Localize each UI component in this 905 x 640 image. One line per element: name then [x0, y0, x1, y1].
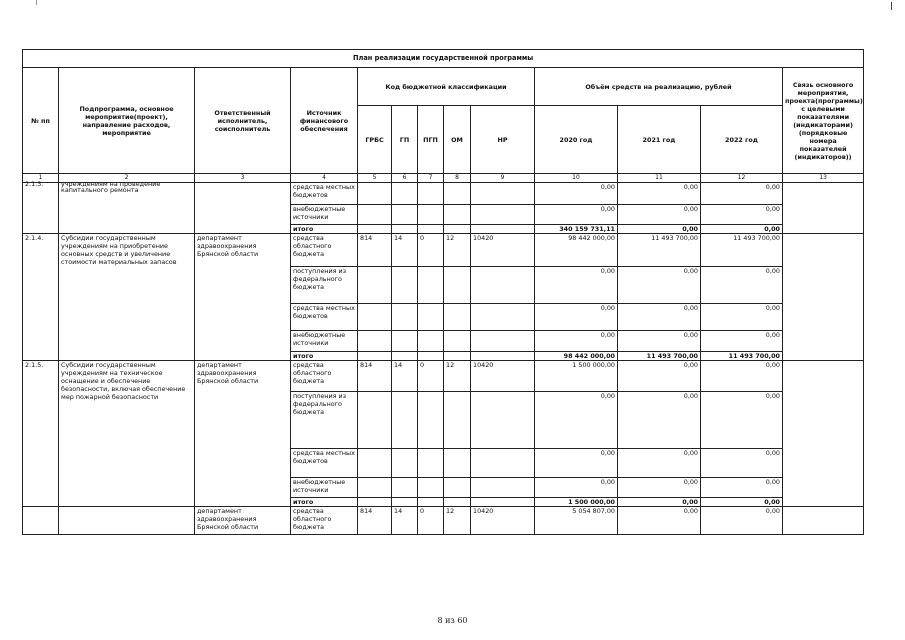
value-2020: 1 500 000,00 [535, 360, 618, 391]
item-number: 2.1.3. [23, 182, 59, 233]
code-gp: 14 [392, 360, 418, 391]
value-2022: 0,00 [701, 330, 783, 351]
header-row [23, 68, 864, 106]
item-name: Субсидии государственным учреждениям на приобретение основных средств и увеличение стоимости материальных запасов [59, 233, 195, 360]
item-executor [195, 182, 291, 233]
value-2022: 0,00 [701, 204, 783, 224]
value-2021: 0,00 [618, 182, 701, 204]
value-2022: 0,00 [701, 506, 783, 534]
item-number [23, 506, 59, 534]
code-om: 12 [444, 506, 471, 534]
col-number: 1 [23, 174, 59, 183]
table-title-row [23, 50, 864, 68]
code-pgp: 0 [418, 360, 444, 391]
col-number: 13 [783, 174, 864, 183]
total-2020: 1 500 000,00 [535, 497, 618, 506]
header-2021: 2021 год [618, 106, 701, 174]
header-np: НР [471, 106, 535, 174]
source-cell: средства областного бюджета [291, 360, 358, 391]
link-cell [783, 182, 864, 233]
source-cell: итого [291, 224, 358, 233]
source-cell: средства областного бюджета [291, 506, 358, 534]
link-cell [783, 506, 864, 534]
value-2022: 0,00 [701, 391, 783, 448]
value-2021: 0,00 [618, 391, 701, 448]
item-executor: департамент здравоохранения Брянской области [195, 506, 291, 534]
header-volume: Объём средств на реализацию, рублей [535, 68, 783, 106]
value-2020: 5 054 807,00 [535, 506, 618, 534]
header-name: Подпрограмма, основное мероприятие(проект), направление расходов, мероприятие [59, 68, 195, 174]
header-link: Связь основного мероприятия, проекта(программы) с целевыми показателями (индикаторами) (порядковые номера показателей (индикаторов)) [783, 68, 864, 174]
header-pgp: ПГП [418, 106, 444, 174]
value-2022: 0,00 [701, 360, 783, 391]
code-grbs: 814 [358, 233, 392, 266]
value-2022: 11 493 700,00 [701, 233, 783, 266]
page-number: 8 из 60 [437, 616, 468, 625]
table-row [23, 233, 864, 266]
total-2021: 0,00 [618, 224, 701, 233]
source-cell: внебюджетные источники [291, 330, 358, 351]
header-grbs: ГРБС [358, 106, 392, 174]
header-2022: 2022 год [701, 106, 783, 174]
total-2021: 0,00 [618, 497, 701, 506]
col-number: 8 [444, 174, 471, 183]
value-2020: 0,00 [535, 330, 618, 351]
scan-mark [891, 2, 892, 10]
total-2021: 11 493 700,00 [618, 351, 701, 360]
table-row [23, 506, 864, 534]
col-number: 12 [701, 174, 783, 183]
header-num: № пп [23, 68, 59, 174]
total-2022: 0,00 [701, 497, 783, 506]
code-om: 12 [444, 360, 471, 391]
value-2021: 0,00 [618, 330, 701, 351]
item-executor: департамент здравоохранения Брянской области [195, 233, 291, 360]
col-number: 6 [392, 174, 418, 183]
plan-table [22, 49, 864, 535]
value-2021: 0,00 [618, 448, 701, 477]
source-cell: поступления из федерального бюджета [291, 266, 358, 303]
source-cell: внебюджетные источники [291, 204, 358, 224]
link-cell [783, 360, 864, 506]
table-title: План реализации государственной программы [23, 50, 864, 68]
code-grbs: 814 [358, 506, 392, 534]
total-2020: 340 159 731,11 [535, 224, 618, 233]
value-2021: 0,00 [618, 506, 701, 534]
code-gp: 14 [392, 233, 418, 266]
source-cell: поступления из федерального бюджета [291, 391, 358, 448]
value-2022: 0,00 [701, 448, 783, 477]
scan-mark [36, 0, 37, 5]
header-om: ОМ [444, 106, 471, 174]
value-2021: 0,00 [618, 477, 701, 497]
col-number: 9 [471, 174, 535, 183]
value-2020: 0,00 [535, 266, 618, 303]
col-number: 7 [418, 174, 444, 183]
col-number: 11 [618, 174, 701, 183]
code-np: 10420 [471, 506, 535, 534]
item-executor: департамент здравоохранения Брянской области [195, 360, 291, 506]
header-gp: ГП [392, 106, 418, 174]
value-2022: 0,00 [701, 182, 783, 204]
value-2020: 0,00 [535, 448, 618, 477]
col-number: 10 [535, 174, 618, 183]
value-2020: 0,00 [535, 477, 618, 497]
source-cell: средства местных бюджетов [291, 182, 358, 204]
item-name [59, 506, 195, 534]
value-2021: 11 493 700,00 [618, 233, 701, 266]
source-cell: итого [291, 351, 358, 360]
value-2020: 0,00 [535, 303, 618, 330]
source-cell: средства областного бюджета [291, 233, 358, 266]
table-row [23, 182, 864, 204]
source-cell: итого [291, 497, 358, 506]
item-number: 2.1.5. [23, 360, 59, 506]
code-np: 10420 [471, 233, 535, 266]
source-cell: средства местных бюджетов [291, 448, 358, 477]
value-2021: 0,00 [618, 303, 701, 330]
col-number: 3 [195, 174, 291, 183]
value-2021: 0,00 [618, 360, 701, 391]
code-pgp: 0 [418, 233, 444, 266]
link-cell [783, 233, 864, 360]
col-number: 4 [291, 174, 358, 183]
col-number: 5 [358, 174, 392, 183]
source-cell: внебюджетные источники [291, 477, 358, 497]
header-source: Источник финансового обеспечения [291, 68, 358, 174]
item-number: 2.1.4. [23, 233, 59, 360]
value-2021: 0,00 [618, 266, 701, 303]
col-number: 2 [59, 174, 195, 183]
item-name: учреждениям на проведение капитального ремонта [59, 182, 195, 233]
code-om: 12 [444, 233, 471, 266]
header-kbk: Код бюджетной классификации [358, 68, 535, 106]
code-gp: 14 [392, 506, 418, 534]
value-2020: 0,00 [535, 182, 618, 204]
value-2020: 0,00 [535, 391, 618, 448]
item-name: Субсидии государственным учреждениям на техническое оснащение и обеспечение безопасности, включая обеспечение мер пожарной безопасности [59, 360, 195, 506]
value-2022: 0,00 [701, 477, 783, 497]
header-executor: Ответственный исполнитель, соисполнитель [195, 68, 291, 174]
code-grbs: 814 [358, 360, 392, 391]
total-2020: 98 442 000,00 [535, 351, 618, 360]
value-2020: 0,00 [535, 204, 618, 224]
value-2021: 0,00 [618, 204, 701, 224]
value-2022: 0,00 [701, 266, 783, 303]
total-2022: 11 493 700,00 [701, 351, 783, 360]
code-pgp: 0 [418, 506, 444, 534]
value-2022: 0,00 [701, 303, 783, 330]
table-row [23, 360, 864, 391]
value-2020: 98 442 000,00 [535, 233, 618, 266]
total-2022: 0,00 [701, 224, 783, 233]
code-np: 10420 [471, 360, 535, 391]
source-cell: средства местных бюджетов [291, 303, 358, 330]
header-2020: 2020 год [535, 106, 618, 174]
